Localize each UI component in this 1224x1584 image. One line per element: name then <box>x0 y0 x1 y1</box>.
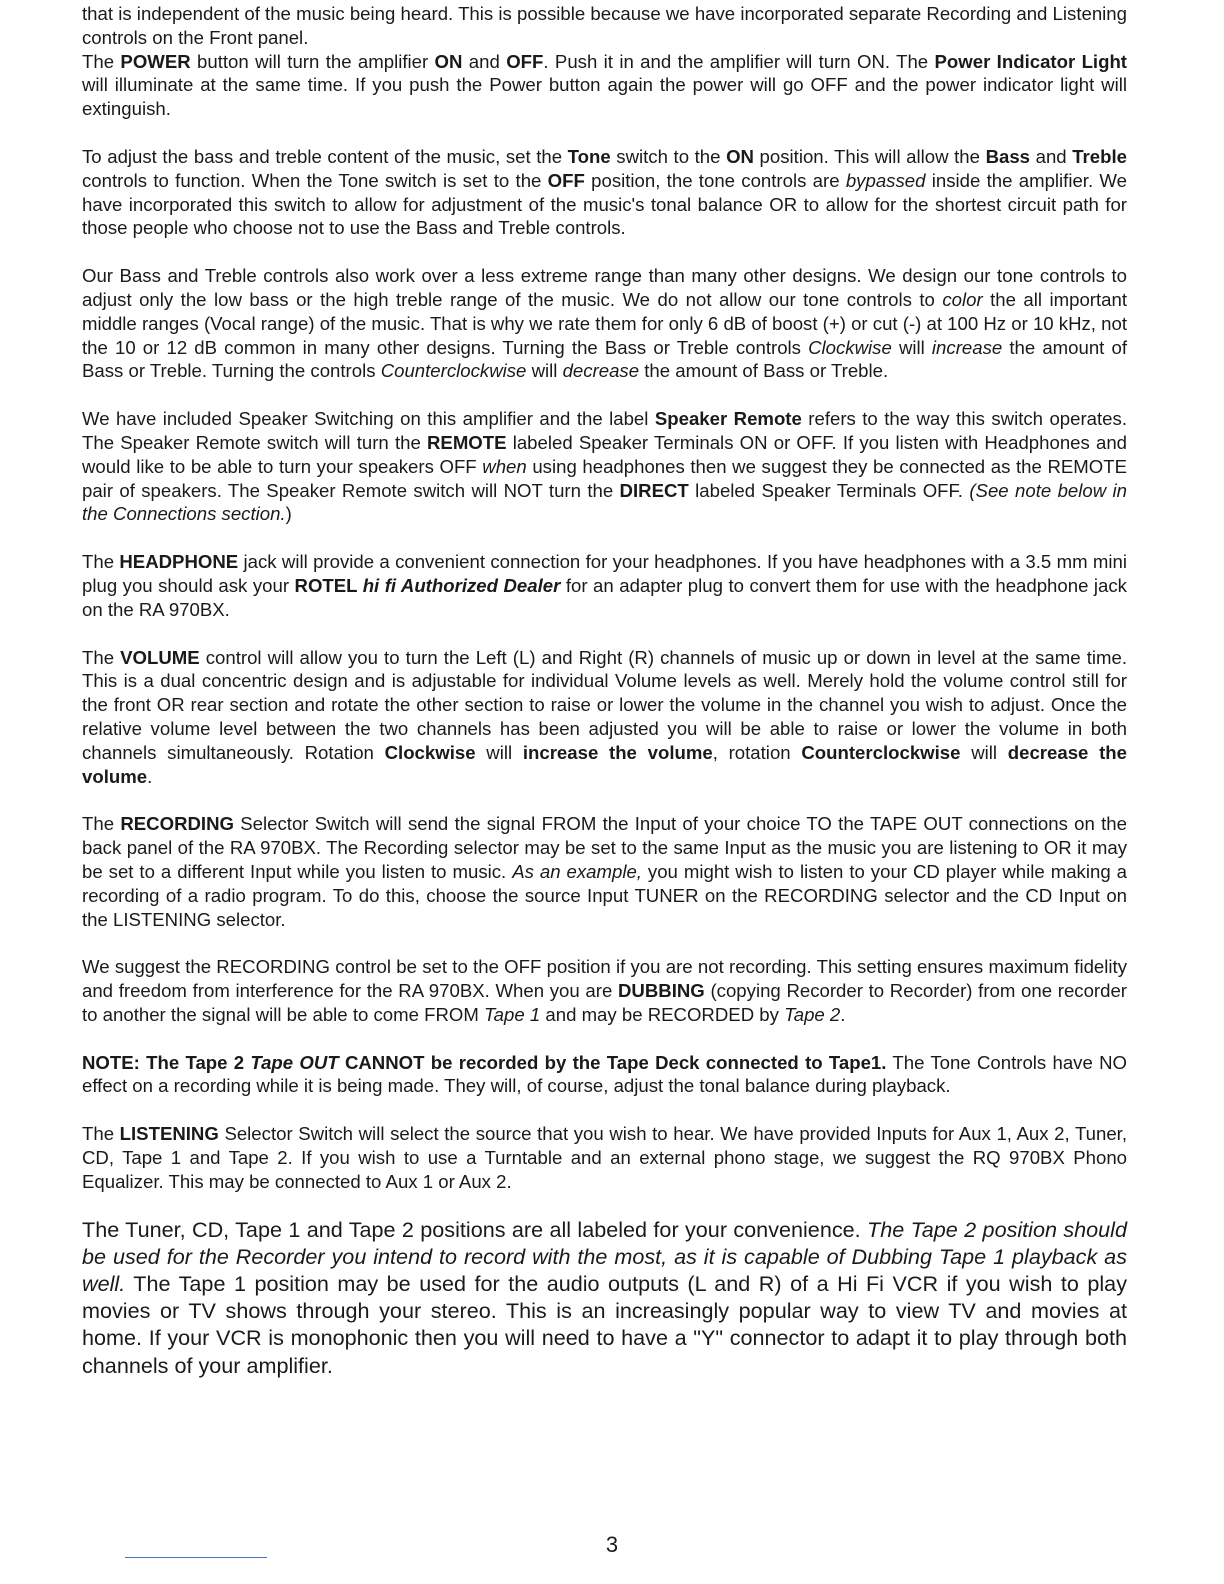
text-segment: Tape 1 <box>484 1003 541 1025</box>
text-segment: CANNOT be recorded by the Tape Deck connected to Tape1. <box>338 1051 887 1073</box>
paragraph-note <box>82 1051 1127 1099</box>
paragraph-bass-treble <box>82 264 1127 383</box>
text-segment: and <box>462 50 507 72</box>
paragraph-tape-positions <box>82 1216 1127 1379</box>
text-segment: switch to the <box>610 145 727 167</box>
text-segment: HEADPHONE <box>119 551 239 573</box>
text-segment: Clockwise <box>384 741 476 763</box>
text-segment: REMOTE <box>426 431 507 453</box>
text-segment: will <box>891 336 932 358</box>
text-segment: The <box>82 1123 120 1145</box>
paragraph-headphone <box>82 550 1127 621</box>
text-segment: The <box>82 551 120 573</box>
text-segment: Clockwise <box>808 336 892 358</box>
text-segment: The <box>82 50 121 72</box>
text-segment: will <box>526 360 563 382</box>
text-segment: jack will provide a convenient connection for your headphones. If you have headphones with a 3.5 mm mini plug you should ask your <box>82 551 1127 596</box>
text-segment: DIRECT <box>619 479 689 501</box>
text-segment: decrease the volume <box>82 741 1127 787</box>
text-segment: inside the amplifier. We have incorporated this switch to allow for adjustment of the music's tonal balance OR to allow for the shortest circuit path for those people who choose not to use the Bass and Treble controls. <box>82 169 1127 239</box>
text-segment: ON <box>726 145 754 167</box>
text-segment: We suggest the RECORDING control be set to the OFF position if you are not recording. This setting ensures maximum fidelity and freedom from interference for the RA 970BX. When you are <box>82 956 1127 1002</box>
text-segment: ON <box>434 50 463 72</box>
paragraph-intro-continued <box>82 2 1127 50</box>
text-segment: NOTE: The Tape 2 <box>82 1051 251 1073</box>
text-segment: We have included Speaker Switching on this amplifier and the label <box>82 408 655 430</box>
text-segment: Our Bass and Treble controls also work over a less extreme range than many other designs. We design our tone controls to adjust only the low bass or the high treble range of the music. We do not allow our tone controls to <box>82 265 1127 310</box>
text-segment: refers to the way this switch operates. The Speaker Remote switch will turn the <box>82 408 1127 453</box>
text-segment: will <box>960 741 1008 763</box>
text-segment: button will turn the amplifier <box>190 50 435 72</box>
text-segment: for an adapter plug to convert them for use with the headphone jack on the RA 970BX. <box>82 574 1127 620</box>
text-segment: OFF <box>547 169 585 191</box>
text-segment: Counterclockwise <box>801 741 961 763</box>
text-segment: Power Indicator Light <box>934 50 1127 72</box>
text-segment: controls to function. When the Tone switch is set to the <box>82 169 548 191</box>
paragraph-volume <box>82 646 1127 789</box>
text-segment: bypassed <box>845 169 926 191</box>
text-segment: . <box>840 1003 846 1025</box>
text-segment: Speaker Remote <box>654 408 802 430</box>
text-segment: position, the tone controls are <box>584 169 846 191</box>
text-segment: increase the volume <box>522 741 713 763</box>
text-segment: ) <box>285 503 292 525</box>
text-segment: the amount of Bass or Treble. <box>639 360 889 382</box>
text-segment: increase <box>931 336 1003 358</box>
text-segment: , rotation <box>712 741 802 763</box>
text-segment: labeled Speaker Terminals ON or OFF. If you listen with Headphones and would like to be able to turn your speakers OFF <box>82 431 1127 477</box>
text-segment: (See note below in the Connections section. <box>82 479 1127 525</box>
text-segment: the amount of Bass or Treble. Turning the controls <box>82 336 1127 382</box>
text-segment: OFF <box>506 50 544 72</box>
text-segment: and may be RECORDED by <box>540 1003 785 1025</box>
text-segment: the all important middle ranges (Vocal range) of the music. That is why we rate them for only 6 dB of boost (+) or cut (-) at 100 Hz or 10 kHz, not the 10 or 12 dB common in many other designs. Turning the Bass or Treble controls <box>82 288 1127 358</box>
text-segment: and <box>1030 145 1073 167</box>
text-segment: Counterclockwise <box>380 360 527 382</box>
text-segment: Selector Switch will send the signal FROM the Input of your choice TO the TAPE OUT connections on the back panel of the RA 970BX. The Recording selector may be set to the same Input as the music you are listening to OR it may be set to a different Input while you listen to music. <box>82 813 1127 882</box>
text-segment: hi fi Authorized Dealer <box>362 574 561 596</box>
text-segment: will illuminate at the same time. If you push the Power button again the power will go OFF and the power indicator light will extinguish. <box>82 74 1127 120</box>
text-segment: Selector Switch will select the source that you wish to hear. We have provided Inputs for Aux 1, Aux 2, Tuner, CD, Tape 1 and Tape 2. If you wish to use a Turntable and an external phono stage, we suggest the RQ 970BX Phono Equalizer. This may be connected to Aux 1 or Aux 2. <box>82 1123 1127 1192</box>
text-segment: Tape 2 <box>784 1003 841 1025</box>
manual-page-body <box>82 2 1127 1379</box>
paragraph-speaker-remote <box>82 407 1127 526</box>
text-segment: will <box>475 741 523 763</box>
text-segment: To adjust the bass and treble content of the music, set the <box>82 145 568 167</box>
paragraph-tone <box>82 145 1127 240</box>
text-segment: color <box>942 288 983 310</box>
text-segment: POWER <box>120 50 191 72</box>
text-segment: position. This will allow the <box>753 145 986 167</box>
text-segment: Treble <box>1072 145 1127 167</box>
text-segment: using headphones then we suggest they be connected as the REMOTE pair of speakers. The Speaker Remote switch will NOT turn the <box>82 455 1128 501</box>
footer-rule <box>125 1557 267 1558</box>
text-segment: RECORDING <box>120 813 234 835</box>
text-segment: Tone <box>567 145 611 167</box>
text-segment: labeled Speaker Terminals OFF. <box>688 479 970 501</box>
text-segment: control will allow you to turn the Left (L) and Right (R) channels of music up or down in level at the same time. This is a dual concentric design and is adjustable for individual Volume levels as well. Merely hold the volume control still for the front OR rear section and rotate the other section to raise or lower the volume in the channel you wish to adjust. Once the relative volume level between the two channels has been adjusted you will be able to raise or lower the volume in both channels simultaneously. Rotation <box>82 646 1127 763</box>
text-segment: Bass <box>985 145 1031 167</box>
text-segment: ROTEL <box>294 574 363 596</box>
paragraph-recording <box>82 812 1127 931</box>
text-segment: . Push it in and the amplifier will turn ON. The <box>543 50 935 72</box>
text-segment: when <box>482 455 527 477</box>
text-segment: decrease <box>562 360 640 382</box>
text-segment: The Tape 1 position may be used for the audio outputs (L and R) of a Hi Fi VCR if you wish to play movies or TV shows through your stereo. This is an increasingly popular way to view TV and movies at home. If your VCR is monophonic then you will need to have a "Y" connector to adapt it to play through both channels of your amplifier. <box>82 1271 1127 1378</box>
paragraph-power <box>82 50 1127 121</box>
text-segment: . <box>147 765 153 787</box>
text-segment: As an example, <box>512 860 642 882</box>
paragraph-listening <box>82 1122 1127 1193</box>
page-number: 3 <box>605 1532 619 1557</box>
text-segment: The Tuner, CD, Tape 1 and Tape 2 positions are all labeled for your convenience. <box>82 1216 867 1242</box>
text-segment: that is independent of the music being heard. This is possible because we have incorporated separate Recording and Listening controls on the Front panel. <box>82 3 1127 48</box>
text-segment: VOLUME <box>120 646 200 668</box>
text-segment: you might wish to listen to your CD player while making a recording of a radio program. To do this, choose the source Input TUNER on the RECORDING selector and the CD Input on the LISTENING selector. <box>82 860 1127 930</box>
text-segment: DUBBING <box>618 980 705 1002</box>
text-segment: Tape OUT <box>250 1051 339 1073</box>
paragraph-recording-off <box>82 955 1127 1026</box>
text-segment: The Tone Controls have NO effect on a recording while it is being made. They will, of course, adjust the tonal balance during playback. <box>82 1051 1128 1097</box>
text-segment: The <box>82 646 121 668</box>
text-segment: (copying Recorder to Recorder) from one recorder to another the signal will be able to come FROM <box>82 980 1127 1025</box>
text-segment: The <box>82 813 121 835</box>
text-segment: LISTENING <box>119 1123 219 1145</box>
text-segment: The Tape 2 position should be used for the Recorder you intend to record with the most, as it is capable of Dubbing Tape 1 playback as well. <box>82 1216 1127 1297</box>
